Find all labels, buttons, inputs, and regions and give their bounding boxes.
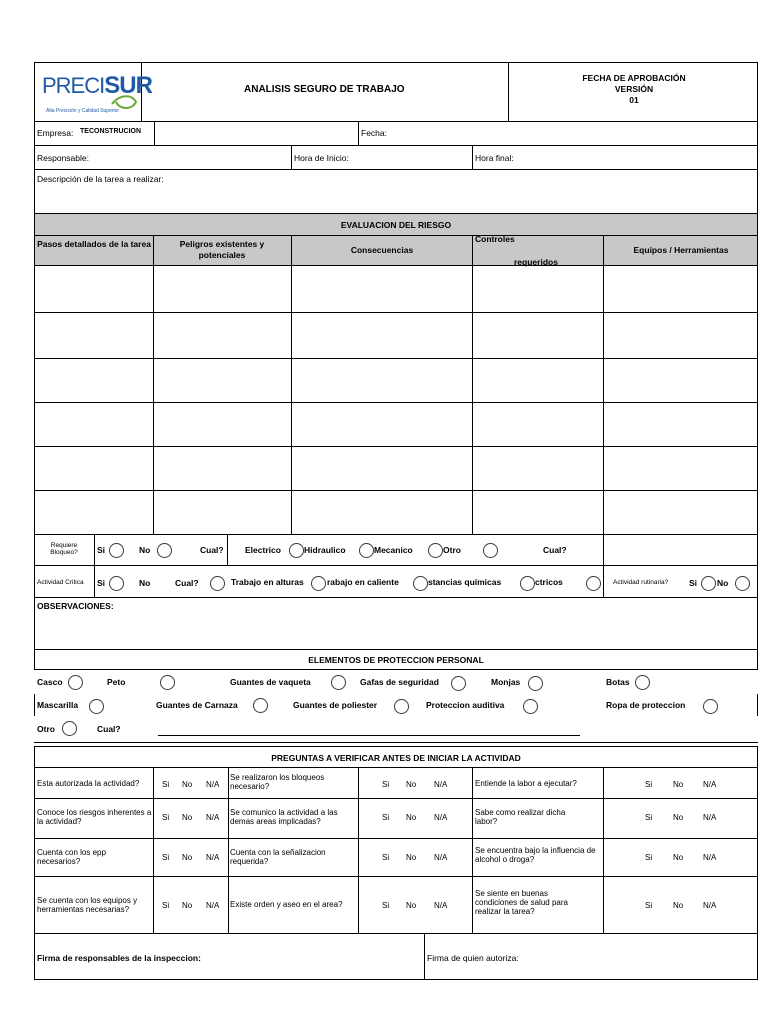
epp-otro: Otro [37,724,55,734]
option-na[interactable]: N/A [206,901,220,910]
epp-left-edge [34,694,35,716]
fecha-label: Fecha: [361,128,387,138]
row-line [34,490,758,491]
critical-si-label: Si [97,578,106,588]
row-line [34,876,758,877]
option-trabajo-alturas: Trabajo en alturas [231,577,304,587]
option-no[interactable]: No [673,901,684,910]
guantes-carnaza-radio[interactable] [253,698,268,713]
observaciones-box[interactable] [34,598,758,650]
hora-final-label: Hora final: [475,153,514,163]
rutinaria-no-radio[interactable] [735,576,750,591]
question-1b: Se realizaron los bloqueos necesario? [230,773,325,791]
proteccion-auditiva-radio[interactable] [523,699,538,714]
mascarilla-radio[interactable] [89,699,104,714]
approval-cell [508,62,509,122]
approval-label: FECHA DE APROBACIÓN [582,73,686,83]
option-no[interactable]: No [182,853,193,862]
lockout-no-radio[interactable] [157,543,172,558]
mecanico-radio[interactable] [428,543,443,558]
caliente-radio[interactable] [413,576,428,591]
option-si[interactable]: Si [162,813,170,822]
option-no[interactable]: No [406,780,417,789]
question-3b: Cuenta con la señalizacion requerida? [230,848,326,866]
option-na[interactable]: N/A [434,813,448,822]
divider [424,934,425,980]
epp-gafas: Gafas de seguridad [360,677,439,687]
col-line [603,768,604,934]
form-title: ANALISIS SEGURO DE TRABAJO [244,84,405,95]
question-1c: Entiende la labor a ejecutar? [475,779,577,788]
question-2c: Sabe como realizar dicha labor? [475,808,566,826]
epp-peto: Peto [107,677,126,687]
option-si[interactable]: Si [162,853,170,862]
divider [358,122,359,146]
option-si[interactable]: Si [382,853,390,862]
option-si[interactable]: Si [162,780,170,789]
responsable-label: Responsable: [37,153,89,163]
version-label: VERSIÓN [614,84,654,94]
fecha-field[interactable] [392,124,752,144]
divider [154,122,155,146]
row-line [34,402,758,403]
actividad-critica-label: Actividad Critica [37,579,84,586]
option-na[interactable]: N/A [434,780,448,789]
otro-radio[interactable] [483,543,498,558]
monjas-radio[interactable] [528,676,543,691]
option-no[interactable]: No [182,901,193,910]
logo-text-b: SUR [104,72,152,99]
epp-monjas: Monjas [491,677,521,687]
col-header-peligros: Peligros existentes y potenciales [179,239,265,260]
option-hidraulico: Hidraulico [304,545,346,555]
divider [291,146,292,170]
lockout-no-label: No [139,545,151,555]
option-no[interactable]: No [406,813,417,822]
option-si[interactable]: Si [645,813,653,822]
option-electricos: ctricos [535,577,563,587]
electricos-radio[interactable] [586,576,601,591]
row-line [34,446,758,447]
option-si[interactable]: Si [382,813,390,822]
option-na[interactable]: N/A [703,813,717,822]
epp-cual-label: Cual? [97,724,121,734]
row-line [34,312,758,313]
peto-radio[interactable] [160,675,175,690]
question-2b: Se comunico la actividad a las demas areas implicadas? [230,808,338,826]
critical-no-label: No [139,578,151,588]
option-na[interactable]: N/A [434,901,448,910]
casco-radio[interactable] [68,675,83,690]
option-mecanico: Mecanico [374,545,413,555]
divider [472,146,473,170]
epp-proteccion-auditiva: Proteccion auditiva [426,700,505,710]
ropa-proteccion-radio[interactable] [703,699,718,714]
option-si[interactable]: Si [382,780,390,789]
epp-title: ELEMENTOS DE PROTECCION PERSONAL [308,655,484,665]
option-na[interactable]: N/A [703,853,717,862]
rutinaria-no-label: No [717,578,729,588]
risk-grid [34,266,758,534]
hora-inicio-label: Hora de Inicio: [294,153,349,163]
option-no[interactable]: No [673,853,684,862]
question-3a: Cuenta con los epp necesarios? [37,848,106,866]
electrico-radio[interactable] [289,543,304,558]
rutinaria-si-radio[interactable] [701,576,716,591]
option-trabajo-caliente: rabajo en caliente [327,577,399,587]
option-si[interactable]: Si [645,780,653,789]
epp-otro-radio[interactable] [62,721,77,736]
questions-title-row [34,746,758,768]
critical-si-radio[interactable] [109,576,124,591]
question-4b: Existe orden y aseo en el area? [230,900,343,909]
epp-botas: Botas [606,677,630,687]
quimicas-radio[interactable] [520,576,535,591]
hidraulico-radio[interactable] [359,543,374,558]
botas-radio[interactable] [635,675,650,690]
critical-cual-radio[interactable] [210,576,225,591]
option-na[interactable]: N/A [206,853,220,862]
risk-title-text: EVALUACION DEL RIESGO [340,220,452,230]
option-no[interactable]: No [673,780,684,789]
requiere-bloqueo-label [38,542,90,556]
version-value: 01 [629,95,639,105]
critical-cual-label: Cual? [175,578,199,588]
option-no[interactable]: No [406,853,417,862]
option-no[interactable]: No [182,780,193,789]
descripcion-label: Descripción de la tarea a realizar: [37,174,164,184]
lockout-cual2-label: Cual? [543,545,567,555]
option-na[interactable]: N/A [703,901,717,910]
option-si[interactable]: Si [645,853,653,862]
logo-tagline: Alta Precisión y Calidad Superior [46,108,120,114]
epp-mascarilla: Mascarilla [37,700,79,710]
question-2a: Conoce los riesgos inherentes a la actividad? [37,808,152,826]
epp-title-row [34,650,758,670]
guantes-poliester-radio[interactable] [394,699,409,714]
option-no[interactable]: No [182,813,193,822]
epp-guantes-poliester: Guantes de poliester [293,700,378,710]
company-logo [42,72,152,120]
guantes-vaqueta-radio[interactable] [331,675,346,690]
option-na[interactable]: N/A [703,780,717,789]
firma-responsables-label: Firma de responsables de la inspeccion: [37,953,201,963]
question-3c: Se encuentra bajo la influencia de alcohol o droga? [475,846,596,864]
col-line [358,768,359,934]
epp-right-edge [757,694,758,716]
alturas-radio[interactable] [311,576,326,591]
option-sustancias-quimicas: stancias químicas [428,577,502,587]
empresa-value: TECONSTRUCION [80,128,142,135]
gafas-radio[interactable] [451,676,466,691]
lockout-si-label: Si [97,545,106,555]
col-header-equipos: Equipos / Herramientas [633,245,729,255]
col-line [472,768,473,934]
option-electrico: Electrico [245,545,281,555]
rutinaria-si-label: Si [689,578,698,588]
row-line [34,798,758,799]
col-line [228,768,229,934]
option-na[interactable]: N/A [206,780,220,789]
requiere-label-line2: Bloqueo? [50,549,78,556]
question-4a: Se cuenta con los equipos y herramientas necesarias? [37,896,138,914]
questions-title: PREGUNTAS A VERIFICAR ANTES DE INICIAR LA ACTIVIDAD [271,753,521,763]
epp-ropa-proteccion: Ropa de proteccion [606,700,686,710]
option-si[interactable]: Si [162,901,170,910]
option-si[interactable]: Si [645,901,653,910]
question-4c: Se siente en buenas condiciones de salud para realizar la tarea? [475,889,568,916]
option-otro: Otro [443,545,461,555]
question-1a: Esta autorizada la actividad? [37,779,140,788]
empresa-label: Empresa: [37,128,74,138]
option-no[interactable]: No [406,901,417,910]
questions-top-rule [34,742,758,743]
actividad-rutinaria-label: Actividad rutinaria? [613,579,669,586]
observaciones-label: OBSERVACIONES: [37,601,114,611]
lockout-cual-label: Cual? [200,545,224,555]
responsable-row [34,146,758,170]
col-line [153,768,154,934]
row-line [34,838,758,839]
logo-text-a: PRECI [42,73,105,98]
divider [227,534,228,566]
firma-autoriza-label: Firma de quien autoriza: [427,953,519,963]
row-line [34,358,758,359]
option-na[interactable]: N/A [434,853,448,862]
lockout-si-radio[interactable] [109,543,124,558]
requiere-label-line1: Requiere [50,542,78,549]
epp-cual-line[interactable] [158,735,580,736]
col-header-consecuencias: Consecuencias [350,245,414,255]
option-si[interactable]: Si [382,901,390,910]
epp-casco: Casco [37,677,63,687]
option-no[interactable]: No [673,813,684,822]
col-header-controles: Controles [475,234,515,244]
epp-guantes-carnaza: Guantes de Carnaza [156,700,238,710]
risk-section-title [34,214,758,236]
col-header-pasos: Pasos detallados de la tarea [37,239,151,249]
col-header-requeridos: requeridos [514,257,558,267]
epp-guantes-vaqueta: Guantes de vaqueta [230,677,311,687]
option-na[interactable]: N/A [206,813,220,822]
